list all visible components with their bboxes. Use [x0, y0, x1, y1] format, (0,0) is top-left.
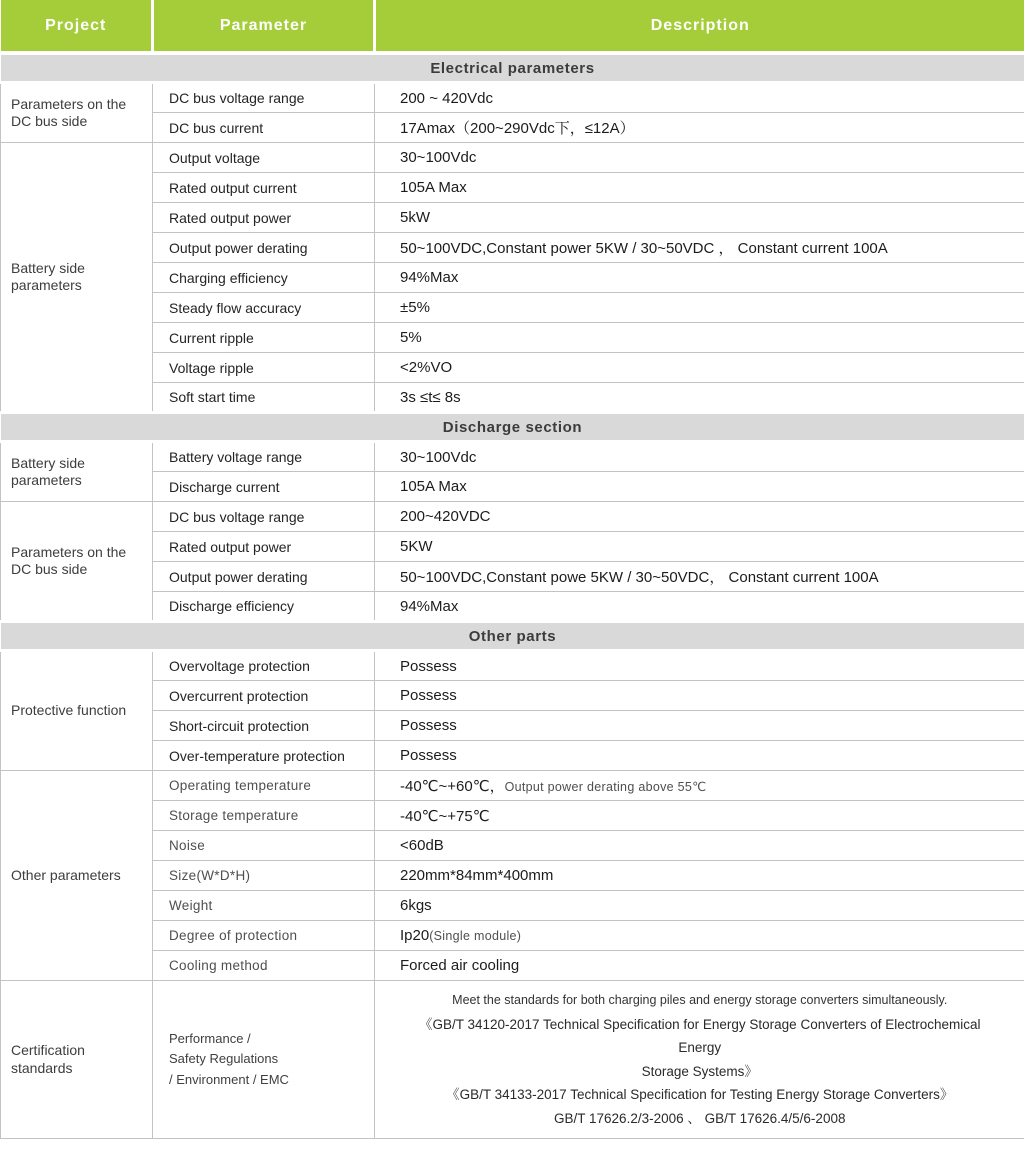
table-row: [1, 83, 1024, 113]
parameter-cell: [153, 921, 375, 951]
parameter-cell: [153, 293, 375, 323]
description-value: 17Amax（200~290Vdc下，≤12A）: [400, 120, 635, 137]
spec-table-body: [1, 53, 1024, 1139]
table-row: [1, 741, 1024, 771]
parameter-label: Current ripple: [169, 329, 254, 346]
table-row: [1, 502, 1024, 532]
description-cell: [375, 502, 1024, 532]
description-cell: [375, 143, 1024, 173]
parameter-cell: [153, 173, 375, 203]
description-cell: [375, 592, 1024, 622]
parameter-label: Soft start time: [169, 389, 256, 405]
description-cell: [375, 83, 1024, 113]
column-header-project: Project: [1, 0, 153, 53]
parameter-label: DC bus voltage range: [169, 90, 305, 106]
parameter-cell: [153, 741, 375, 771]
description-value: 30~100Vdc: [400, 149, 477, 166]
parameter-label: Degree of protection: [169, 928, 298, 943]
parameter-cell: [153, 83, 375, 113]
table-row: [1, 472, 1024, 502]
description-cell: [375, 771, 1024, 801]
description-value: 30~100Vdc: [400, 448, 477, 466]
project-cell: [1, 143, 153, 413]
parameter-cell: [153, 263, 375, 293]
section-title-cell: [1, 53, 1024, 83]
description-cell: [375, 891, 1024, 921]
description-cell: [375, 711, 1024, 741]
section-title-cell: [1, 622, 1024, 651]
description-value: 200~420VDC: [400, 508, 491, 525]
parameter-label: DC bus current: [169, 119, 264, 136]
parameter-label: Over-temperature protection: [169, 747, 345, 764]
description-value: 5%: [400, 329, 422, 346]
parameter-label: Voltage ripple: [169, 359, 254, 376]
project-cell: [1, 651, 153, 771]
description-value: 200 ~ 420Vdc: [400, 89, 493, 107]
description-value: 50~100VDC,Constant power 5KW / 30~50VDC ， Constant current 100A: [400, 240, 888, 257]
parameter-label: Output power derating: [169, 568, 308, 585]
parameter-label: Steady flow accuracy: [169, 299, 302, 316]
description-value: 220mm*84mm*400mm: [400, 867, 554, 884]
table-row: [1, 801, 1024, 831]
parameter-label: Charging efficiency: [169, 269, 288, 286]
table-row: [1, 353, 1024, 383]
table-row: [1, 771, 1024, 801]
description-cell: [375, 173, 1024, 203]
project-label: Battery side parameters: [11, 259, 85, 293]
parameter-cell: [153, 801, 375, 831]
parameter-cell: [153, 592, 375, 622]
table-row: [1, 532, 1024, 562]
description-note: Output power derating above 55℃: [504, 780, 707, 794]
description-value: -40℃~+75℃: [400, 807, 490, 825]
description-line: GB/T 17626.2/3-2006 、 GB/T 17626.4/5/6-2008: [554, 1110, 846, 1126]
parameter-cell: [153, 562, 375, 592]
description-value: 94%Max: [400, 597, 459, 615]
project-label: Certification standards: [11, 1042, 85, 1076]
parameter-label: Rated output power: [169, 209, 292, 226]
table-row: [1, 233, 1024, 263]
description-cell: [375, 442, 1024, 472]
description-value: 50~100VDC,Constant powe 5KW / 30~50VDC， Constant current 100A: [400, 569, 879, 586]
parameter-label: Rated output current: [169, 179, 297, 196]
table-row: [1, 951, 1024, 981]
project-label: Battery side parameters: [11, 454, 85, 488]
description-value: Possess: [400, 717, 457, 734]
table-row: [1, 203, 1024, 233]
description-value: ±5%: [400, 299, 430, 316]
description-value: 105A Max: [400, 179, 467, 196]
parameter-cell: [153, 383, 375, 413]
table-row: [1, 113, 1024, 143]
parameter-label: Cooling method: [169, 958, 268, 973]
table-row: [1, 711, 1024, 741]
parameter-cell: [153, 442, 375, 472]
description-cell: [375, 921, 1024, 951]
parameter-cell: [153, 532, 375, 562]
parameter-label: DC bus voltage range: [169, 508, 305, 525]
parameter-cell: [153, 353, 375, 383]
parameter-label: Performance /: [169, 1031, 251, 1047]
description-value: Possess: [400, 747, 457, 764]
column-header-description: Description: [375, 0, 1024, 53]
description-cell: [375, 741, 1024, 771]
parameter-cell: [153, 681, 375, 711]
description-line: Storage Systems》: [641, 1063, 758, 1079]
parameter-cell: [153, 502, 375, 532]
parameter-label: Storage temperature: [169, 808, 299, 823]
description-value: 6kgs: [400, 897, 432, 914]
section-row: [1, 622, 1024, 651]
parameter-label: / Environment / EMC: [169, 1071, 289, 1087]
description-cell: [375, 263, 1024, 293]
table-row: [1, 293, 1024, 323]
description-value: -40℃~+60℃，: [400, 778, 505, 795]
description-value: <60dB: [400, 837, 444, 854]
parameter-label: Weight: [169, 898, 213, 913]
project-cell: [1, 981, 153, 1139]
table-header: [1, 0, 1024, 53]
parameter-cell: [153, 651, 375, 681]
table-row: [1, 921, 1024, 951]
project-cell: [1, 502, 153, 622]
description-value: 5KW: [400, 538, 433, 555]
description-cell: [375, 651, 1024, 681]
description-value: 94%Max: [400, 269, 459, 286]
description-cell: [375, 861, 1024, 891]
description-cell: [375, 293, 1024, 323]
description-cell: [375, 113, 1024, 143]
table-row: [1, 562, 1024, 592]
description-cell: [375, 383, 1024, 413]
description-value: 5kW: [400, 209, 430, 226]
parameter-label: Discharge efficiency: [169, 598, 295, 614]
description-cell: [375, 532, 1024, 562]
parameter-cell: [153, 771, 375, 801]
parameter-label: Safety Regulations: [169, 1051, 279, 1067]
parameter-cell: [153, 891, 375, 921]
table-row: [1, 143, 1024, 173]
description-cell: [375, 353, 1024, 383]
parameter-label: Discharge current: [169, 478, 280, 495]
section-row: [1, 413, 1024, 442]
parameter-label: Battery voltage range: [169, 449, 303, 465]
project-label: Parameters on the DC bus side: [11, 543, 127, 577]
parameter-cell: [153, 143, 375, 173]
project-label: Other parameters: [11, 866, 121, 883]
parameter-cell: [153, 981, 375, 1139]
parameter-cell: [153, 711, 375, 741]
table-row: [1, 681, 1024, 711]
parameter-label: Operating temperature: [169, 778, 312, 793]
section-title: Electrical parameters: [430, 59, 595, 77]
parameter-cell: [153, 113, 375, 143]
table-row: [1, 263, 1024, 293]
description-value: Forced air cooling: [400, 957, 520, 974]
description-value: 105A Max: [400, 478, 467, 495]
project-cell: [1, 83, 153, 143]
description-cell: [375, 472, 1024, 502]
table-row: [1, 981, 1024, 1139]
description-cell: [375, 951, 1024, 981]
description-line: Meet the standards for both charging piles and energy storage converters simultaneously.: [452, 993, 948, 1007]
description-note: (Single module): [429, 929, 522, 943]
parameter-cell: [153, 323, 375, 353]
description-cell: [375, 562, 1024, 592]
description-value: Possess: [400, 687, 457, 704]
parameter-label: Output power derating: [169, 239, 308, 256]
table-row: [1, 831, 1024, 861]
section-row: [1, 53, 1024, 83]
header-row: [1, 0, 1024, 53]
project-cell: [1, 442, 153, 502]
parameter-cell: [153, 233, 375, 263]
parameter-label: Overcurrent protection: [169, 687, 309, 704]
description-cell: [375, 233, 1024, 263]
section-title: Other parts: [468, 627, 557, 645]
table-row: [1, 891, 1024, 921]
parameter-cell: [153, 472, 375, 502]
parameter-cell: [153, 203, 375, 233]
table-row: [1, 651, 1024, 681]
description-value: <2%VO: [400, 359, 453, 376]
parameter-cell: [153, 951, 375, 981]
parameter-label: Short-circuit protection: [169, 717, 310, 734]
description-cell: [375, 801, 1024, 831]
parameter-label: Rated output power: [169, 538, 292, 555]
parameter-label: Size(W*D*H): [169, 868, 251, 883]
table-row: [1, 442, 1024, 472]
description-value: Ip20: [400, 927, 430, 944]
section-title-cell: [1, 413, 1024, 442]
parameter-label: Output voltage: [169, 149, 261, 166]
parameter-cell: [153, 831, 375, 861]
description-cell: [375, 981, 1024, 1139]
column-header-parameter: Parameter: [153, 0, 375, 53]
parameter-label: Noise: [169, 838, 206, 853]
description-cell: [375, 831, 1024, 861]
project-label: Parameters on the DC bus side: [11, 95, 127, 129]
table-row: [1, 323, 1024, 353]
description-cell: [375, 681, 1024, 711]
table-row: [1, 592, 1024, 622]
description-cell: [375, 203, 1024, 233]
parameter-label: Overvoltage protection: [169, 658, 310, 674]
section-title: Discharge section: [442, 418, 583, 436]
description-line: 《GB/T 34133-2017 Technical Specification for Testing Energy Storage Converters》: [446, 1087, 954, 1102]
project-label: Protective function: [11, 702, 127, 719]
parameter-cell: [153, 861, 375, 891]
table-row: [1, 383, 1024, 413]
description-cell: [375, 323, 1024, 353]
project-cell: [1, 771, 153, 981]
description-value: 3s ≤t≤ 8s: [400, 388, 461, 406]
table-row: [1, 173, 1024, 203]
description-value: Possess: [400, 657, 457, 675]
description-line: 《GB/T 34120-2017 Technical Specification for Energy Storage Converters of Electrochemical Energy: [418, 1016, 981, 1055]
table-row: [1, 861, 1024, 891]
